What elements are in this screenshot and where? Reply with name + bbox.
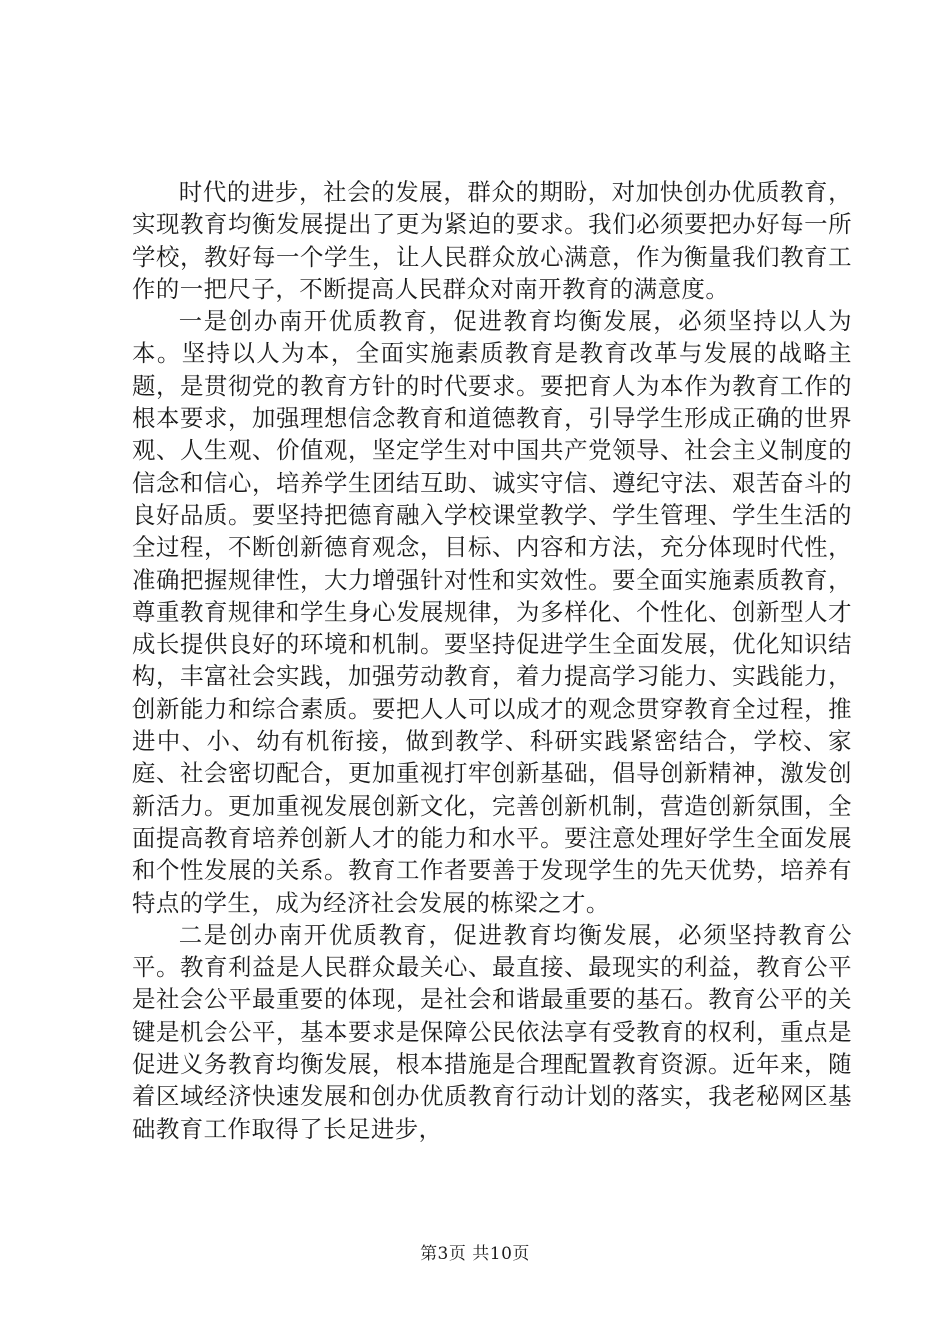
paragraph-point-two: 二是创办南开优质教育，促进教育均衡发展，必须坚持教育公平。教育利益是人民群众最关心、最直接、最现实的利益，教育公平是社会公平最重要的体现，是社会和谐最重要的基石。教育公平的关键是机会公平，基本要求是保障公民依法享有受教育的权利，重点是促进义务教育均衡发展，根本措施是合理配置教育资源。近年来，随着区域经济快速发展和创办优质教育行动计划的落实，我老秘网区基础教育工作取得了长足进步， bbox=[132, 920, 852, 1143]
document-body bbox=[132, 176, 852, 1145]
paragraph-point-one: 一是创办南开优质教育，促进教育均衡发展，必须坚持以人为本。坚持以人为本，全面实施素质教育是教育改革与发展的战略主题，是贯彻党的教育方针的时代要求。要把育人为本作为教育工作的根本要求，加强理想信念教育和道德教育，引导学生形成正确的世界观、人生观、价值观，坚定学生对中国共产党领导、社会主义制度的信念和信心，培养学生团结互助、诚实守信、遵纪守法、艰苦奋斗的良好品质。要坚持把德育融入学校课堂教学、学生管理、学生生活的全过程，不断创新德育观念，目标、内容和方法，充分体现时代性，准确把握规律性，大力增强针对性和实效性。要全面实施素质教育，尊重教育规律和学生身心发展规律，为多样化、个性化、创新型人才成长提供良好的环境和机制。要坚持促进学生全面发展，优化知识结构，丰富社会实践，加强劳动教育，着力提高学习能力、实践能力，创新能力和综合素质。要把人人可以成才的观念贯穿教育全过程，推进中、小、幼有机衔接，做到教学、科研实践紧密结合，学校、家庭、社会密切配合，更加重视打牢创新基础，倡导创新精神，激发创新活力。更加重视发展创新文化，完善创新机制，营造创新氛围，全面提高教育培养创新人才的能力和水平。要注意处理好学生全面发展和个性发展的关系。教育工作者要善于发现学生的先天优势，培养有特点的学生，成为经济社会发展的栋梁之才。 bbox=[132, 307, 852, 917]
paragraph-intro: 时代的进步，社会的发展，群众的期盼，对加快创办优质教育，实现教育均衡发展提出了更为紧迫的要求。我们必须要把办好每一所学校，教好每一个学生，让人民群众放心满意，作为衡量我们教育工作的一把尺子，不断提高人民群众对南开教育的满意度。 bbox=[132, 178, 852, 303]
page-number-footer: 第3页 共10页 bbox=[420, 1244, 530, 1264]
